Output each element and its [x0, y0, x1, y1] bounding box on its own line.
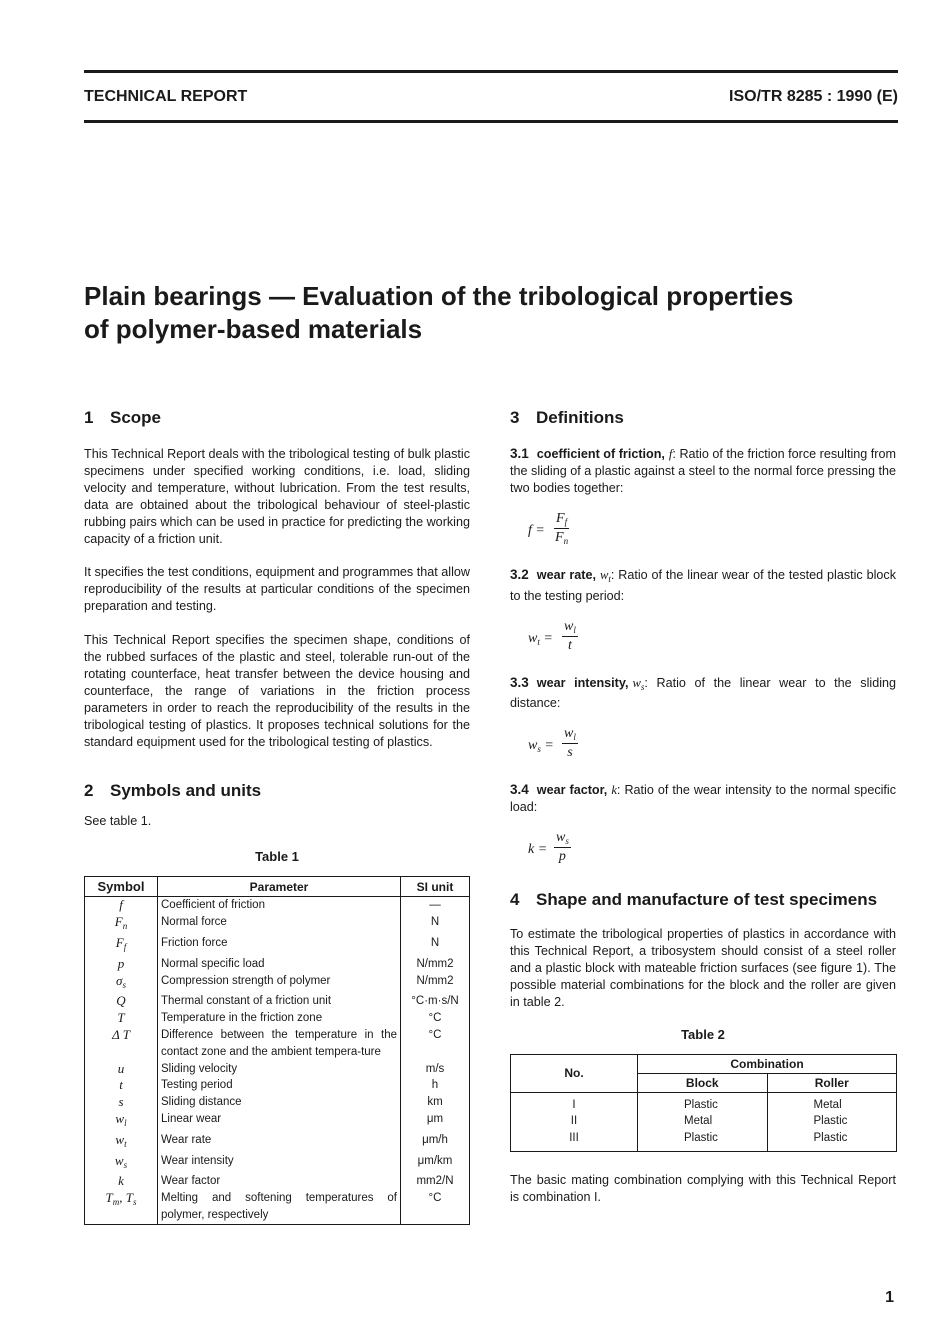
definitions-heading: 3 Definitions — [510, 408, 624, 427]
shape-closing: The basic mating combination complying with this Technical Report is combination I. — [510, 1173, 896, 1204]
unit-cell: μm — [426, 1112, 444, 1125]
title-line-1: Plain bearings — Evaluation of the tribological properties — [84, 281, 794, 311]
formula-fraction — [562, 726, 578, 761]
symbol: s — [118, 1094, 124, 1110]
table-row — [85, 993, 470, 1010]
col-no: No. — [511, 1054, 638, 1092]
table-row — [85, 973, 470, 994]
unit-cell: km — [427, 1096, 443, 1109]
block-cell: Metal — [638, 1113, 768, 1130]
unit-cell: N/mm2 — [416, 957, 454, 970]
denominator: t — [567, 637, 572, 653]
combination-table — [510, 1054, 897, 1152]
definition-term: wear intensity, — [536, 675, 629, 690]
table-row — [85, 1077, 470, 1094]
parameter-cell: Testing period — [158, 1077, 401, 1094]
formula-lhs: f = — [528, 522, 545, 538]
numerator: $w_l$ — [564, 726, 576, 743]
parameter-cell: Thermal constant of a friction unit — [158, 993, 401, 1010]
col-roller: Roller — [767, 1073, 897, 1092]
formula-lhs: $w_t$ = — [528, 630, 553, 647]
table-row — [85, 914, 470, 935]
shape-heading: 4 Shape and manufacture of test specimens — [510, 890, 878, 910]
unit-cell: N/mm2 — [416, 974, 454, 987]
unit-cell: N — [430, 937, 440, 949]
parameter-cell: Normal force — [158, 914, 401, 935]
unit-cell: h — [431, 1079, 439, 1092]
formula — [510, 505, 896, 555]
symbol: $w_t$ — [115, 1131, 127, 1149]
definition-number: 3.1 — [510, 446, 529, 461]
symbol-cell — [85, 993, 158, 1010]
definition-text: Ratio of the wear intensity to the normal specific load: — [510, 783, 897, 815]
table-1-caption: Table 1 — [255, 849, 299, 865]
table-row — [85, 956, 470, 973]
parameter-cell: Wear factor — [158, 1173, 401, 1190]
symbol-cell — [85, 1190, 158, 1224]
table-2-caption: Table 2 — [681, 1026, 725, 1042]
symbol-cell — [85, 935, 158, 956]
definitions-list — [510, 446, 896, 874]
definition-term: wear factor, — [536, 783, 608, 798]
table-row — [85, 1094, 470, 1111]
symbol-cell — [85, 956, 158, 973]
scope-heading: 1 Scope — [84, 408, 162, 427]
header-doc-type: TECHNICAL REPORT — [84, 88, 248, 105]
definition-number: 3.3 — [510, 674, 529, 690]
symbol-cell — [85, 1027, 158, 1061]
unit-cell: °C — [428, 1012, 442, 1025]
symbol: $\sigma_s$ — [116, 972, 126, 990]
table-row — [85, 1061, 470, 1078]
symbols-table — [84, 876, 470, 1224]
denominator: s — [567, 745, 573, 761]
formula — [510, 720, 896, 770]
block-cell: Plastic — [638, 1130, 768, 1151]
symbol-cell — [85, 897, 158, 914]
unit-cell: N — [430, 916, 440, 929]
table-row — [511, 1092, 897, 1113]
definition-3-1: 3.1 coefficient of friction, f: Ratio of the friction force resulting from the sliding of a plastic against a steel to the normal force pressing the two bodies together: — [510, 446, 896, 495]
symbol: $w_s$ — [114, 1152, 128, 1170]
title-line-2: of polymer-based materials — [84, 314, 423, 344]
parameter-cell: Wear intensity — [158, 1153, 401, 1174]
symbol: $F_n$ — [114, 914, 128, 932]
definition-3-2: 3.2 wear rate, $w_t$: Ratio of the linear wear of the tested plastic block to the testing period: — [510, 566, 897, 603]
symbol: Δ T — [112, 1026, 130, 1042]
parameter-cell: Melting and softening temperatures of polymer, respectively — [158, 1190, 401, 1224]
symbol: u — [117, 1060, 125, 1076]
definition-number: 3.4 — [510, 782, 529, 798]
no-cell: III — [511, 1130, 638, 1151]
symbol: t — [119, 1077, 123, 1093]
formula-fraction — [554, 511, 569, 546]
symbol: k — [118, 1173, 124, 1189]
right-column — [510, 400, 896, 1206]
parameter-cell: Coefficient of friction — [158, 897, 401, 914]
denominator: p — [558, 849, 566, 865]
formula-fraction — [554, 830, 571, 865]
page-number: 1 — [885, 1289, 894, 1306]
numerator: $F_f$ — [556, 510, 568, 527]
symbol: f — [119, 897, 123, 913]
definition-symbol: $w_s$ — [632, 675, 645, 692]
formula-lhs: k = — [528, 842, 548, 858]
definition-term: wear rate, — [536, 567, 596, 582]
symbol: Q — [116, 993, 126, 1009]
symbol-cell — [85, 1077, 158, 1094]
symbol: $w_l$ — [115, 1110, 127, 1128]
symbols-heading: 2 Symbols and units — [84, 780, 262, 800]
definition-3-4: 3.4 wear factor, k: Ratio of the wear intensity to the normal specific load: — [510, 782, 897, 815]
document-title — [84, 280, 904, 346]
table-row — [85, 1010, 470, 1027]
header-rule — [84, 120, 898, 123]
unit-cell: μm/h — [422, 1133, 448, 1146]
symbol-cell — [85, 1111, 158, 1132]
left-column — [84, 400, 470, 1225]
definition-text: Ratio of the linear wear of the tested plastic block to the testing period: — [510, 567, 897, 603]
table-row — [511, 1130, 897, 1151]
formula-fraction — [562, 619, 578, 654]
unit-cell: °C — [428, 1192, 442, 1205]
definition-number: 3.2 — [510, 566, 529, 582]
scope-paragraph-1: This Technical Report deals with the tribological testing of bulk plastic specimens under specified working conditions, i.e. load, sliding velocity and temperature, without lubrication. From the test results, data are obtained about the tribological behaviour of steel-plastic rubbing pairs which can be used in practice for predicting the working capacity of a friction unit. — [84, 447, 470, 546]
numerator: $w_l$ — [564, 618, 576, 635]
parameter-cell: Wear rate — [158, 1132, 401, 1153]
symbol: $T_m$ — [105, 1190, 120, 1208]
symbol: T — [117, 1010, 125, 1026]
scope-paragraph-3: This Technical Report specifies the specimen shape, conditions of the rubbed surfaces of the plastic and steel, tolerable run-out of the rotating counterface, heat transfer between the device housing and counterface, the range of variations in the friction process parameters in order to reach the reproducibility of the results in the tribological testing of plastics. It proposes technical solutions for the standard equipment used for the tribological testing of plastics. — [84, 633, 470, 749]
no-cell: I — [511, 1092, 638, 1113]
symbol-cell — [85, 914, 158, 935]
col-si-unit: SI unit — [401, 877, 470, 897]
parameter-cell: Sliding distance — [158, 1094, 401, 1111]
col-block: Block — [638, 1073, 768, 1092]
definition-text: Ratio of the friction force resulting from the sliding of a plastic against a steel to the normal force pressing the two bodies together: — [510, 447, 896, 495]
symbol: p — [117, 955, 125, 971]
parameter-cell: Difference between the temperature in the contact zone and the ambient tempera-ture — [158, 1027, 401, 1061]
symbol-cell — [85, 1010, 158, 1027]
parameter-cell: Temperature in the friction zone — [158, 1010, 401, 1027]
definition-symbol: k — [611, 783, 617, 798]
symbol-cell — [85, 973, 158, 994]
parameter-cell: Linear wear — [158, 1111, 401, 1132]
col-parameter: Parameter — [158, 877, 401, 897]
unit-cell: °C·m·s/N — [411, 995, 459, 1008]
parameter-cell: Compression strength of polymer — [158, 973, 401, 994]
shape-paragraph: To estimate the tribological properties of plastics in accordance with this Technical Report, a tribosystem should consist of a steel roller and a plastic block with mateable friction surfaces (see figure 1). The possible material combinations for the block and the roller are given in table 2. — [510, 927, 896, 1009]
table-row — [85, 1027, 470, 1061]
roller-cell: Metal — [813, 1098, 842, 1111]
symbol-cell — [85, 1094, 158, 1111]
parameter-cell: Friction force — [158, 935, 401, 956]
table-row — [85, 1153, 470, 1174]
symbol-cell — [85, 1061, 158, 1078]
table-row — [85, 1111, 470, 1132]
col-symbol: Symbol — [85, 877, 158, 897]
table-row — [85, 897, 470, 914]
unit-cell: °C — [428, 1028, 442, 1041]
definition-term: coefficient of friction, — [536, 447, 665, 461]
symbol: $F_f$ — [115, 935, 127, 952]
table-row — [511, 1113, 897, 1130]
definition-symbol: $w_t$ — [599, 567, 611, 584]
formula-lhs: $w_s$ = — [528, 738, 554, 755]
parameter-cell: Normal specific load — [158, 956, 401, 973]
table-row — [85, 1173, 470, 1190]
table-row — [85, 1190, 470, 1224]
table-row — [85, 935, 470, 956]
unit-cell: μm/km — [417, 1154, 453, 1167]
unit-cell: mm2/N — [416, 1175, 454, 1188]
col-combination: Combination — [638, 1054, 897, 1073]
unit-cell: — — [429, 899, 441, 912]
symbol-cell — [85, 1153, 158, 1174]
numerator: $w_s$ — [556, 830, 569, 847]
symbol-secondary: , $T_s$ — [119, 1190, 137, 1208]
definition-3-3: 3.3 wear intensity, $w_s$: Ratio of the linear wear to the sliding distance: — [510, 674, 897, 711]
roller-cell: Plastic — [813, 1132, 848, 1145]
symbols-intro: See table 1. — [84, 813, 152, 828]
top-rule — [84, 70, 898, 73]
symbol-cell — [85, 1132, 158, 1153]
symbol-cell — [85, 1173, 158, 1190]
unit-cell: m/s — [425, 1062, 445, 1075]
roller-cell: Plastic — [813, 1115, 848, 1128]
definition-symbol: f — [668, 447, 673, 461]
block-cell: Plastic — [638, 1092, 768, 1113]
table-row — [85, 1132, 470, 1153]
formula — [510, 613, 896, 663]
no-cell: II — [511, 1113, 638, 1130]
formula — [510, 824, 896, 874]
definition-text: Ratio of the linear wear to the sliding distance: — [510, 675, 897, 711]
header-doc-number: ISO/TR 8285 : 1990 (E) — [729, 88, 898, 105]
symbols-table-header — [85, 877, 470, 897]
denominator: $F_n$ — [555, 529, 569, 546]
scope-paragraph-2: It specifies the test conditions, equipment and programmes that allow reproducibility of the results at particular conditions of the specimen preparation and testing. — [84, 565, 470, 614]
parameter-cell: Sliding velocity — [158, 1061, 401, 1078]
